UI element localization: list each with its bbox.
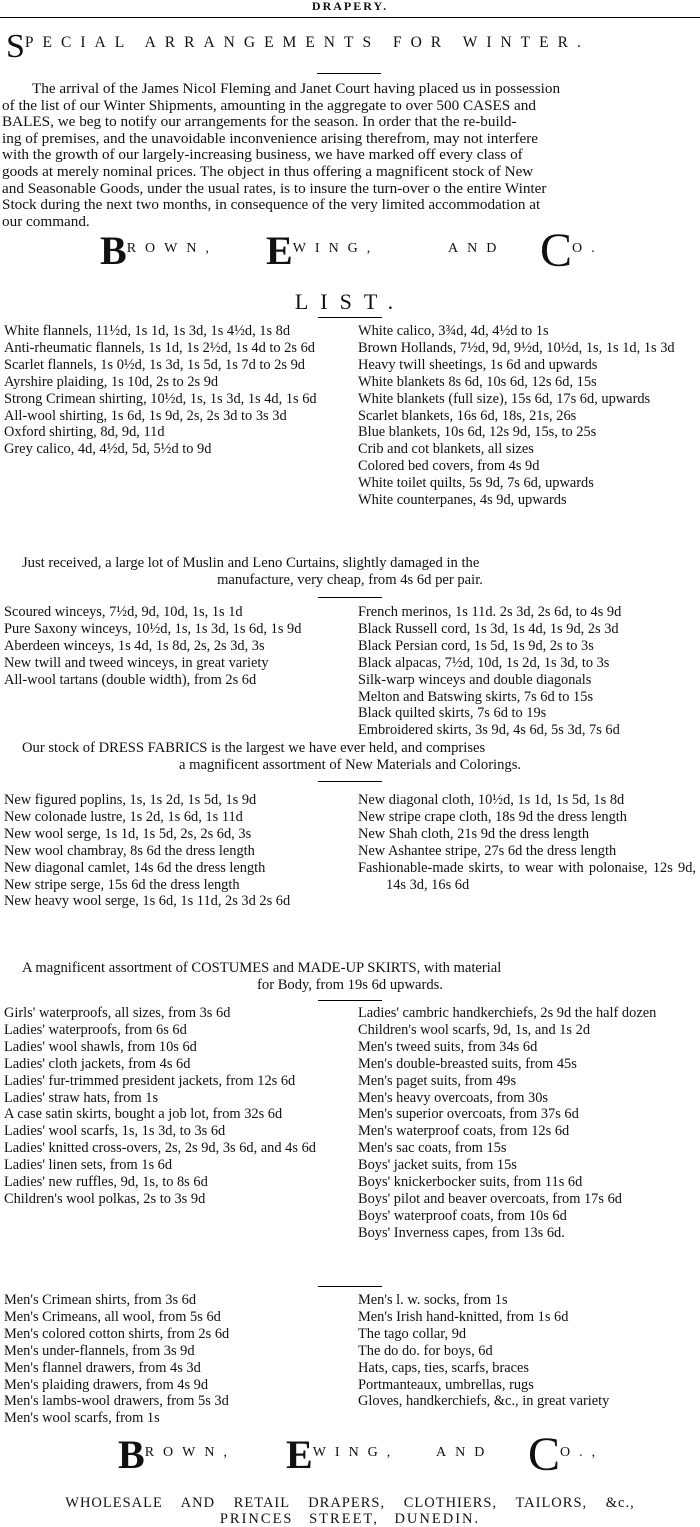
list-item: French merinos, 1s 11d. 2s 3d, 2s 6d, to 4s 9d xyxy=(358,604,696,621)
list-item: Children's wool polkas, 2s to 3s 9d xyxy=(4,1191,344,1208)
section-header: DRAPERY. xyxy=(0,0,700,14)
left-column xyxy=(4,323,344,458)
list-item: Black Persian cord, 1s 5d, 1s 9d, 2s to 3s xyxy=(358,638,696,655)
note-line: a magnificent assortment of New Materials and Colorings. xyxy=(14,757,686,774)
list-item: Melton and Batswing skirts, 7s 6d to 15s xyxy=(358,689,696,706)
list-item: Boys' pilot and beaver overcoats, from 17s 6d xyxy=(358,1191,696,1208)
list-item: White flannels, 11½d, 1s 1d, 1s 3d, 1s 4½d, 1s 8d xyxy=(4,323,344,340)
list-item: Children's wool scarfs, 9d, 1s, and 1s 2d xyxy=(358,1022,696,1039)
section-rule xyxy=(318,597,382,598)
list-item: Portmanteaux, umbrellas, rugs xyxy=(358,1377,696,1394)
list-item: Boys' knickerbocker suits, from 11s 6d xyxy=(358,1174,696,1191)
list-item: Black Russell cord, 1s 3d, 1s 4d, 1s 9d, 2s 3d xyxy=(358,621,696,638)
list-item: Ladies' new ruffles, 9d, 1s, to 8s 6d xyxy=(4,1174,344,1191)
list-item: Men's Crimeans, all wool, from 5s 6d xyxy=(4,1309,344,1326)
firm-initial-e: E xyxy=(286,1432,313,1477)
list-item: New twill and tweed winceys, in great variety xyxy=(4,655,344,672)
note-line: for Body, from 19s 6d upwards. xyxy=(14,977,686,994)
list-item: Embroidered skirts, 3s 9d, 4s 6d, 5s 3d, 7s 6d xyxy=(358,722,696,739)
list-item: White counterpanes, 4s 9d, upwards xyxy=(358,492,696,509)
title-initial: S xyxy=(6,28,25,65)
list-item: Ayrshire plaiding, 1s 10d, 2s to 2s 9d xyxy=(4,374,344,391)
list-item: White toilet quilts, 5s 9d, 7s 6d, upwards xyxy=(358,475,696,492)
intro-line: The arrival of the James Nicol Fleming and Janet Court having placed us in possession xyxy=(2,81,694,98)
list-item: Ladies' fur-trimmed president jackets, from 12s 6d xyxy=(4,1073,344,1090)
list-item: Gloves, handkerchiefs, &c., in great variety xyxy=(358,1393,696,1410)
list-item: Men's waterproof coats, from 12s 6d xyxy=(358,1123,696,1140)
firm-initial-b: B xyxy=(100,228,127,273)
right-column xyxy=(358,604,696,739)
list-item: New stripe serge, 15s 6d the dress length xyxy=(4,877,344,894)
list-item: Heavy twill sheetings, 1s 6d and upwards xyxy=(358,357,696,374)
firm-word-o: O., xyxy=(560,1445,604,1460)
list-item: New wool chambray, 8s 6d the dress length xyxy=(4,843,344,860)
list-item: Men's flannel drawers, from 4s 3d xyxy=(4,1360,344,1377)
list-item: Men's tweed suits, from 34s 6d xyxy=(358,1039,696,1056)
list-item: All-wool tartans (double width), from 2s 6d xyxy=(4,672,344,689)
firm-word-wing: WING, xyxy=(313,1445,400,1460)
intro-line: ing of premises, and the unavoidable inconvenience arising therefrom, may not interfere xyxy=(2,131,694,148)
list-item: Grey calico, 4d, 4½d, 5d, 5½d to 9d xyxy=(4,441,344,458)
list-item: New Ashantee stripe, 27s 6d the dress length xyxy=(358,843,696,860)
list-item: Brown Hollands, 7½d, 9d, 9½d, 10½d, 1s, 1s 1d, 1s 3d xyxy=(358,340,696,357)
list-item: White blankets (full size), 15s 6d, 17s 6d, upwards xyxy=(358,391,696,408)
list-title-rule xyxy=(318,317,382,318)
section-rule xyxy=(318,1000,382,1001)
left-column xyxy=(4,1005,344,1208)
list-item: White blankets 8s 6d, 10s 6d, 12s 6d, 15s xyxy=(358,374,696,391)
list-item: New stripe crape cloth, 18s 9d the dress length xyxy=(358,809,696,826)
list-item: Ladies' knitted cross-overs, 2s, 2s 9d, 3s 6d, and 4s 6d xyxy=(4,1140,344,1157)
list-item: Aberdeen winceys, 1s 4d, 1s 8d, 2s, 2s 3d, 3s xyxy=(4,638,344,655)
firm-name-bottom-ewing xyxy=(286,1444,399,1462)
firm-name-top-and: AND xyxy=(448,240,505,258)
firm-initial-b: B xyxy=(118,1432,145,1477)
list-item: Ladies' linen sets, from 1s 6d xyxy=(4,1157,344,1174)
left-column xyxy=(4,604,344,689)
list-item: The do do. for boys, 6d xyxy=(358,1343,696,1360)
list-item: Men's under-flannels, from 3s 9d xyxy=(4,1343,344,1360)
list-item: Men's plaiding drawers, from 4s 9d xyxy=(4,1377,344,1394)
firm-name-top-co xyxy=(540,240,604,258)
list-item: Ladies' cambric handkerchiefs, 2s 9d the half dozen xyxy=(358,1005,696,1022)
list-item: A case satin skirts, bought a job lot, from 32s 6d xyxy=(4,1106,344,1123)
dress-fabrics-note xyxy=(14,740,686,774)
intro-line: with the growth of our largely-increasing business, we have marked off every class of xyxy=(2,147,694,164)
costumes-note xyxy=(14,960,686,994)
list-item: Boys' waterproof coats, from 10s 6d xyxy=(358,1208,696,1225)
list-item: Oxford shirting, 8d, 9d, 11d xyxy=(4,424,344,441)
curtains-note xyxy=(14,555,686,589)
right-column xyxy=(358,323,696,509)
list-item: Black alpacas, 7½d, 10d, 1s 2d, 1s 3d, to 3s xyxy=(358,655,696,672)
section-rule xyxy=(318,1286,382,1287)
list-item: New diagonal cloth, 10½d, 1s 1d, 1s 5d, 1s 8d xyxy=(358,792,696,809)
list-item: Hats, caps, ties, scarfs, braces xyxy=(358,1360,696,1377)
intro-line: goods at merely nominal prices. The object in thus offering a magnificent stock of New xyxy=(2,164,694,181)
list-item: Men's Irish hand-knitted, from 1s 6d xyxy=(358,1309,696,1326)
list-item: White calico, 3¾d, 4d, 4½d to 1s xyxy=(358,323,696,340)
special-arrangements-title xyxy=(6,34,696,52)
list-title: LIST. xyxy=(0,291,700,313)
title-rule xyxy=(317,73,381,74)
list-item: Silk-warp winceys and double diagonals xyxy=(358,672,696,689)
firm-name-top xyxy=(100,240,218,258)
list-item: Scoured winceys, 7½d, 9d, 10d, 1s, 1s 1d xyxy=(4,604,344,621)
list-item: New diagonal camlet, 14s 6d the dress length xyxy=(4,860,344,877)
list-item: Boys' jacket suits, from 15s xyxy=(358,1157,696,1174)
footer-trades: WHOLESALE AND RETAIL DRAPERS, CLOTHIERS, TAILORS, &c., xyxy=(0,1496,700,1512)
list-item: Men's double-breasted suits, from 45s xyxy=(358,1056,696,1073)
firm-word-wing: WING, xyxy=(293,241,380,256)
firm-initial-e: E xyxy=(266,228,293,273)
list-item: Men's heavy overcoats, from 30s xyxy=(358,1090,696,1107)
list-item: New figured poplins, 1s, 1s 2d, 1s 5d, 1s 9d xyxy=(4,792,344,809)
right-column xyxy=(358,1292,696,1410)
footer-street: PRINCES STREET, DUNEDIN. xyxy=(0,1512,700,1527)
list-item: Scarlet blankets, 16s 6d, 18s, 21s, 26s xyxy=(358,408,696,425)
list-item: Ladies' waterproofs, from 6s 6d xyxy=(4,1022,344,1039)
intro-line: and Seasonable Goods, under the usual rates, is to insure the turn-over o the entire Winter xyxy=(2,181,694,198)
list-item: Ladies' straw hats, from 1s xyxy=(4,1090,344,1107)
list-item: New wool serge, 1s 1d, 1s 5d, 2s, 2s 6d, 3s xyxy=(4,826,344,843)
list-item: Ladies' cloth jackets, from 4s 6d xyxy=(4,1056,344,1073)
list-item: New heavy wool serge, 1s 6d, 1s 11d, 2s 3d 2s 6d xyxy=(4,893,344,910)
intro-line: BALES, we beg to notify our arrangements for the season. In order that the re-build- xyxy=(2,114,694,131)
left-column xyxy=(4,1292,344,1427)
list-item: Men's superior overcoats, from 37s 6d xyxy=(358,1106,696,1123)
list-item: Scarlet flannels, 1s 0½d, 1s 3d, 1s 5d, 1s 7d to 2s 9d xyxy=(4,357,344,374)
list-item: New colonade lustre, 1s 2d, 1s 6d, 1s 11d xyxy=(4,809,344,826)
list-item: All-wool shirting, 1s 6d, 1s 9d, 2s, 2s 3d to 3s 3d xyxy=(4,408,344,425)
list-item: Men's Crimean shirts, from 3s 6d xyxy=(4,1292,344,1309)
firm-word-rown: ROWN, xyxy=(127,241,218,256)
firm-initial-c: C xyxy=(528,1428,560,1481)
list-item: Boys' Inverness capes, from 13s 6d. xyxy=(358,1225,696,1242)
list-item: The tago collar, 9d xyxy=(358,1326,696,1343)
intro-line: of the list of our Winter Shipments, amounting in the aggregate to over 500 CASES and xyxy=(2,98,694,115)
list-item: Black quilted skirts, 7s 6d to 19s xyxy=(358,705,696,722)
list-item: Blue blankets, 10s 6d, 12s 9d, 15s, to 25s xyxy=(358,424,696,441)
header-rule xyxy=(0,17,700,18)
note-line: Just received, a large lot of Muslin and Leno Curtains, slightly damaged in the xyxy=(14,555,686,572)
firm-word-rown: ROWN, xyxy=(145,1445,236,1460)
firm-word-o: O. xyxy=(572,241,604,256)
note-line: Our stock of DRESS FABRICS is the largest we have ever held, and comprises xyxy=(14,740,686,757)
list-item: Strong Crimean shirting, 10½d, 1s, 1s 3d, 1s 4d, 1s 6d xyxy=(4,391,344,408)
right-column xyxy=(358,792,696,893)
title-rest: PECIAL ARRANGEMENTS FOR WINTER. xyxy=(25,34,590,51)
intro-line: Stock during the next two months, in consequence of the very limited accommodation at xyxy=(2,197,694,214)
firm-name-top-ewing xyxy=(266,240,379,258)
list-item: Girls' waterproofs, all sizes, from 3s 6d xyxy=(4,1005,344,1022)
right-column xyxy=(358,1005,696,1242)
firm-initial-c: C xyxy=(540,224,572,277)
list-item: Colored bed covers, from 4s 9d xyxy=(358,458,696,475)
list-item: Crib and cot blankets, all sizes xyxy=(358,441,696,458)
note-line: manufacture, very cheap, from 4s 6d per pair. xyxy=(14,572,686,589)
list-item: Ladies' wool scarfs, 1s, 1s 3d, to 3s 6d xyxy=(4,1123,344,1140)
intro-paragraph xyxy=(2,81,694,230)
note-line: A magnificent assortment of COSTUMES and MADE-UP SKIRTS, with material xyxy=(14,960,686,977)
list-item: Men's sac coats, from 15s xyxy=(358,1140,696,1157)
list-item: Anti-rheumatic flannels, 1s 1d, 1s 2½d, 1s 4d to 2s 6d xyxy=(4,340,344,357)
firm-name-bottom-co xyxy=(528,1444,604,1462)
list-item: Fashionable-made skirts, to wear with polonaise, 12s 9d, 14s 3d, 16s 6d xyxy=(358,860,696,894)
list-item: Men's wool scarfs, from 1s xyxy=(4,1410,344,1427)
intro-line: our command. xyxy=(2,214,694,231)
list-item: Men's colored cotton shirts, from 2s 6d xyxy=(4,1326,344,1343)
list-item: Men's paget suits, from 49s xyxy=(358,1073,696,1090)
list-item: Pure Saxony winceys, 10½d, 1s, 1s 3d, 1s 6d, 1s 9d xyxy=(4,621,344,638)
list-item: Men's lambs-wool drawers, from 5s 3d xyxy=(4,1393,344,1410)
firm-name-bottom-and: AND xyxy=(436,1444,493,1462)
list-item: New Shah cloth, 21s 9d the dress length xyxy=(358,826,696,843)
footer-address xyxy=(0,1496,700,1527)
list-item: Men's l. w. socks, from 1s xyxy=(358,1292,696,1309)
firm-name-bottom xyxy=(118,1444,236,1462)
left-column xyxy=(4,792,344,910)
list-item: Ladies' wool shawls, from 10s 6d xyxy=(4,1039,344,1056)
section-rule xyxy=(318,781,382,782)
